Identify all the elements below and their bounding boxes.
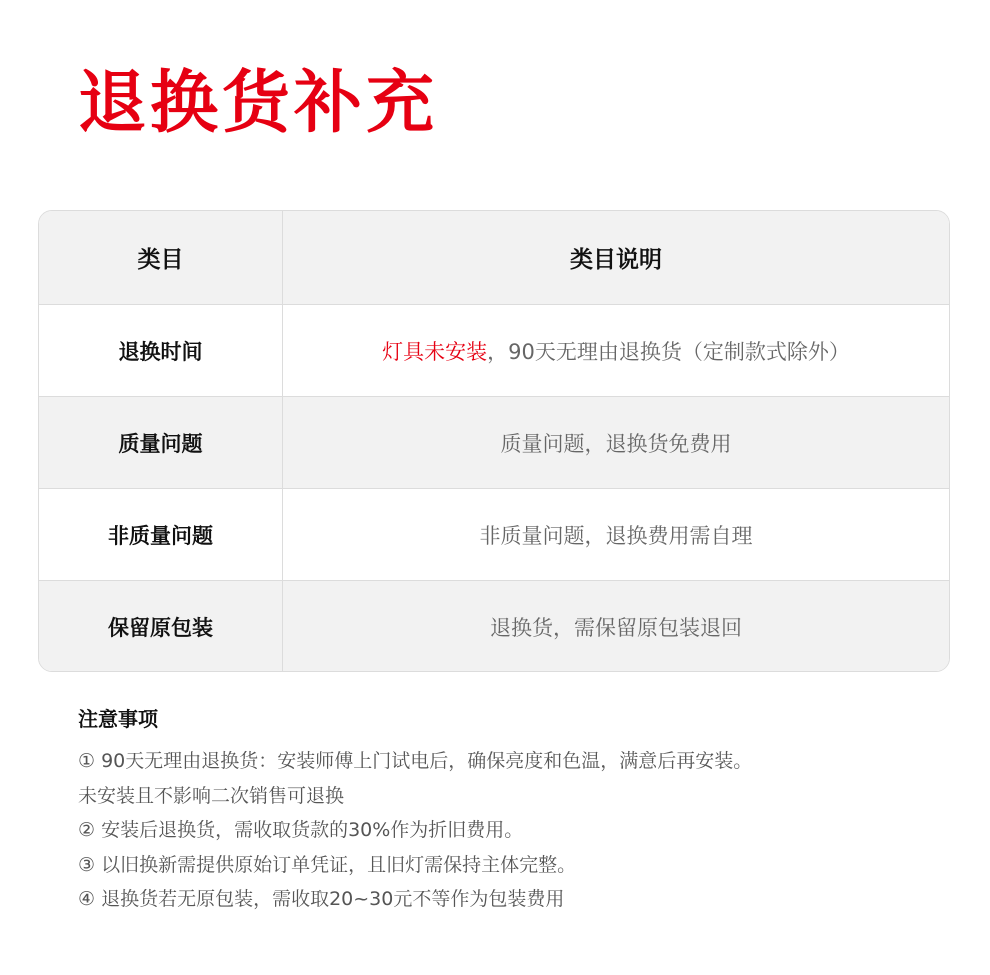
row-description: 质量问题，退换货免费用 (500, 431, 732, 456)
note-item: ② 安装后退换货，需收取货款的30%作为折旧费用。 (78, 819, 524, 841)
table-row (39, 396, 949, 488)
row-description: 非质量问题，退换费用需自理 (479, 523, 753, 548)
row-category: 质量问题 (39, 397, 283, 488)
row-category: 退换时间 (39, 305, 283, 396)
row-description-highlight: 灯具未安装 (382, 339, 488, 364)
returns-table (38, 210, 950, 672)
row-category: 保留原包装 (39, 581, 283, 672)
header-category: 类目 (39, 211, 283, 304)
note-item: ③ 以旧换新需提供原始订单凭证，且旧灯需保持主体完整。 (78, 853, 577, 876)
page-title: 退换货补充 (78, 64, 439, 143)
row-category: 非质量问题 (39, 489, 283, 580)
row-description (283, 305, 949, 396)
header-description: 类目说明 (570, 247, 662, 273)
table-header-row (39, 211, 949, 304)
note-item: ① 90天无理由退换货：安装师傅上门试电后，确保亮度和色温，满意后再安装。 (78, 750, 753, 772)
table-row (39, 304, 949, 396)
table-row (39, 488, 949, 580)
note-item: ④ 退换货若无原包装，需收取20~30元不等作为包装费用 (78, 888, 565, 910)
row-description: 退换货，需保留原包装退回 (490, 615, 742, 640)
notes-title: 注意事项 (78, 707, 158, 731)
note-item: 未安装且不影响二次销售可退换 (78, 784, 345, 807)
notes-section (78, 704, 938, 917)
table-row (39, 580, 949, 672)
row-description-text: ，90天无理由退换货（定制款式除外） (487, 339, 850, 364)
